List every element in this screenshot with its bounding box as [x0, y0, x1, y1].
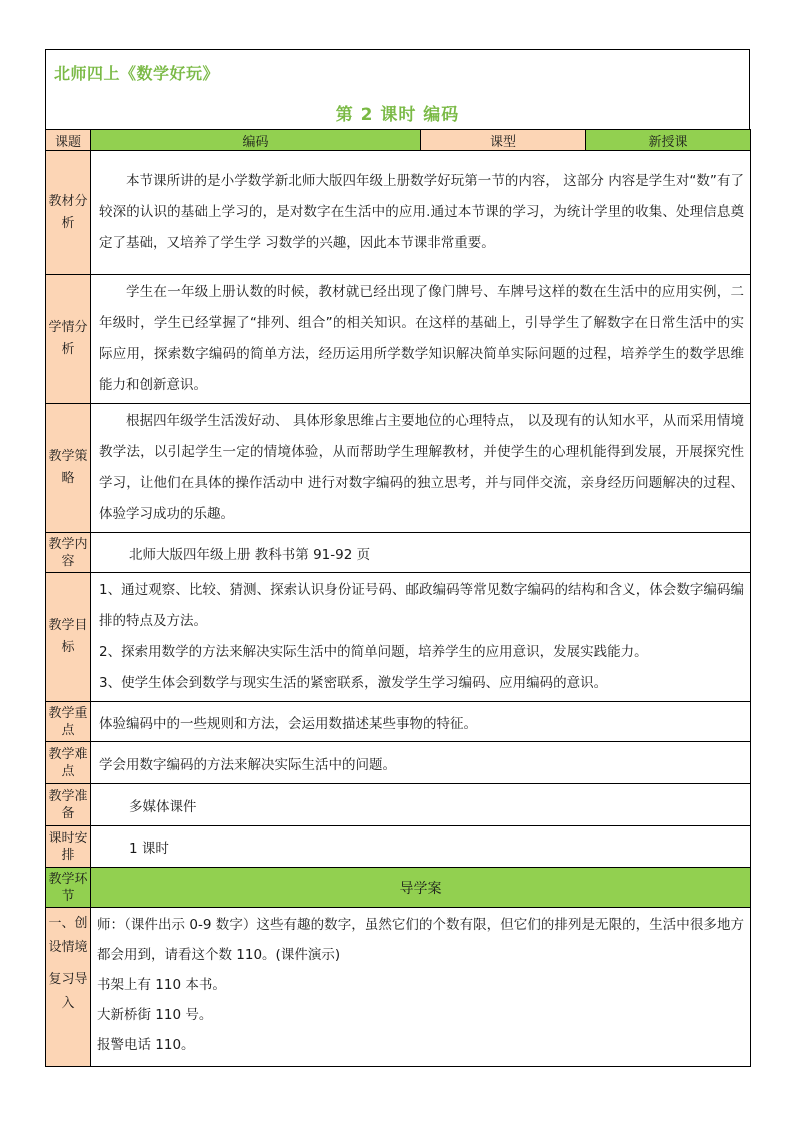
objectives-list [91, 573, 751, 702]
preparation-text: 多媒体课件 [91, 784, 751, 826]
steps-row [46, 868, 751, 908]
material-analysis-text: 本节课所讲的是小学数学新北师大版四年级上册数学好玩第一节的内容， 这部分 内容是学生对“数”有了较深的认识的基础上学习的，是对数字在生活中的应用.通过本节课的学习，为统计学里的收集、处理信息奠定了基础，又培养了学生学 习数学的兴趣，因此本节课非常重要。 [91, 151, 751, 275]
key-points-row [46, 702, 751, 742]
lesson-plan-table [45, 129, 751, 1067]
difficulties-text: 学会用数字编码的方法来解决实际生活中的问题。 [91, 742, 751, 784]
student-analysis-row [46, 275, 751, 404]
lesson-title: 第 2 课时 编码 [335, 105, 460, 125]
key-points-label: 教学重点 [46, 702, 91, 742]
document-header [45, 49, 750, 129]
objectives-row [46, 573, 751, 702]
strategy-row [46, 404, 751, 533]
objective-item: 3、使学生体会到数学与现实生活的紧密联系，激发学生学习编码、应用编码的意识。 [99, 675, 608, 691]
strategy-label: 教学策略 [46, 404, 91, 533]
section-one-label-1: 一、创设情境 [48, 916, 88, 955]
section-one-label [46, 908, 91, 1067]
content-row [46, 533, 751, 573]
topic-row [46, 130, 751, 151]
difficulties-label: 教学难点 [46, 742, 91, 784]
preparation-row [46, 784, 751, 826]
section-one-body [91, 908, 751, 1067]
section-one-line: 大新桥街 110 号。 [97, 1007, 213, 1023]
schedule-text: 1 课时 [91, 826, 751, 868]
student-analysis-label: 学情分析 [46, 275, 91, 404]
steps-value: 导学案 [91, 868, 751, 908]
material-analysis-row [46, 151, 751, 275]
content-label: 教学内容 [46, 533, 91, 573]
schedule-row [46, 826, 751, 868]
content-text: 北师大版四年级上册 教科书第 91-92 页 [91, 533, 751, 573]
schedule-label: 课时安排 [46, 826, 91, 868]
lesson-type-value: 新授课 [586, 130, 751, 151]
difficulties-row [46, 742, 751, 784]
section-one-row [46, 908, 751, 1067]
objective-item: 1、通过观察、比较、猜测、探索认识身份证号码、邮政编码等常见数字编码的结构和含义，体会数字编码编排的特点及方法。 [99, 582, 744, 629]
objective-item: 2、探索用数学的方法来解决实际生活中的简单问题，培养学生的应用意识，发展实践能力。 [99, 644, 648, 660]
lesson-plan-document [45, 49, 750, 1067]
series-title: 北师四上《数学好玩》 [54, 64, 220, 83]
section-one-line: 报警电话 110。 [97, 1037, 195, 1053]
key-points-text: 体验编码中的一些规则和方法，会运用数描述某些事物的特征。 [91, 702, 751, 742]
material-analysis-label: 教材分析 [46, 151, 91, 275]
topic-value: 编码 [91, 130, 421, 151]
objectives-label: 教学目标 [46, 573, 91, 702]
lesson-type-label: 课型 [421, 130, 586, 151]
strategy-text: 根据四年级学生活泼好动、 具体形象思维占主要地位的心理特点， 以及现有的认知水平，从而采用情境教学法，以引起学生一定的情境体验，从而帮助学生理解教材，并使学生的心理机能得到发展，开展探究性学习，让他们在具体的操作活动中 进行对数字编码的独立思考，并与同伴交流，亲身经历问题解决的过程、体验学习成功的乐趣。 [91, 404, 751, 533]
steps-label: 教学环节 [46, 868, 91, 908]
section-one-line: 书架上有 110 本书。 [97, 977, 226, 993]
preparation-label: 教学准备 [46, 784, 91, 826]
section-one-line: 师：（课件出示 0-9 数字）这些有趣的数字，虽然它们的个数有限，但它们的排列是无限的，生活中很多地方都会用到，请看这个数 110。(课件演示) [97, 917, 744, 963]
student-analysis-text: 学生在一年级上册认数的时候，教材就已经出现了像门牌号、车牌号这样的数在生活中的应用实例，二年级时，学生已经掌握了“排列、组合”的相关知识。在这样的基础上，引导学生了解数字在日常生活中的实际应用，探索数字编码的简单方法，经历运用所学数学知识解决简单实际问题的过程，培养学生的数学思维能力和创新意识。 [91, 275, 751, 404]
section-one-label-2: 复习导入 [48, 972, 88, 1011]
topic-label: 课题 [46, 130, 91, 151]
